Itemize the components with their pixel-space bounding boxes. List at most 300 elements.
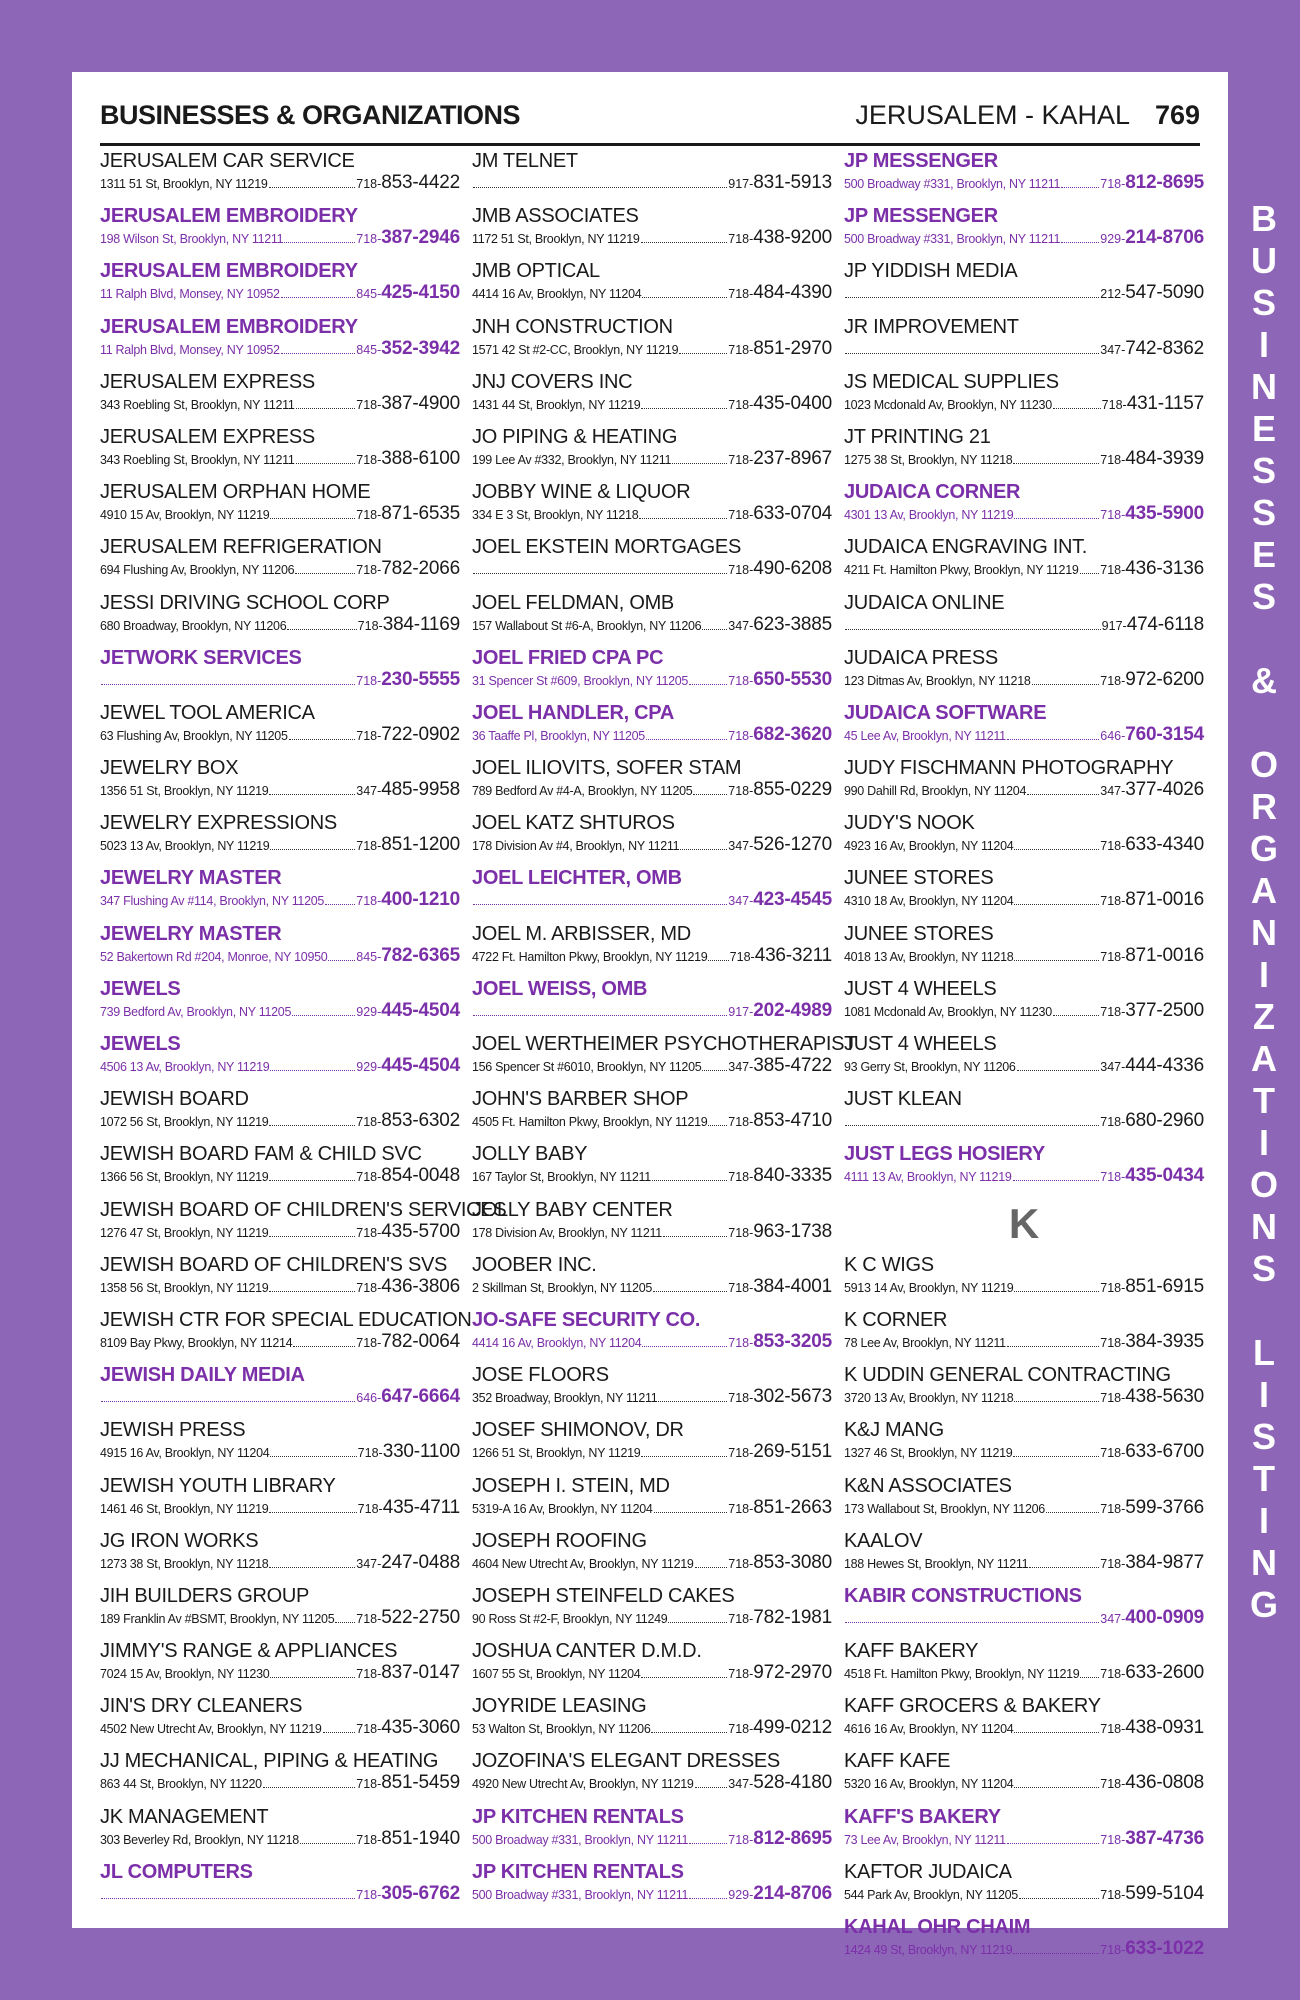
phone-number: 384-4001	[753, 1275, 832, 1297]
phone-number: 230-5555	[381, 668, 460, 690]
phone-number: 202-4989	[753, 999, 832, 1021]
listing-entry	[844, 530, 1204, 585]
business-name: JOLLY BABY	[472, 1143, 588, 1166]
address-phone-line	[472, 394, 832, 415]
area-code: 646-	[1100, 728, 1126, 743]
area-code: 718-	[357, 1501, 383, 1516]
business-name: KAALOV	[844, 1529, 923, 1552]
area-code: 718-	[728, 1446, 754, 1461]
area-code: 718-	[356, 1832, 382, 1847]
dot-leader	[1014, 1732, 1099, 1733]
listing-entry	[472, 586, 832, 641]
business-name: JP KITCHEN RENTALS	[472, 1805, 684, 1828]
address-phone-line	[100, 1442, 460, 1463]
area-code: 718-	[728, 452, 754, 467]
listing-entry	[472, 1524, 832, 1579]
business-name: JEWISH BOARD OF CHILDREN'S SVS	[100, 1253, 448, 1276]
page-number: 769	[1154, 100, 1200, 130]
phone-number: 438-5630	[1125, 1386, 1204, 1408]
phone-number: 851-1200	[381, 834, 460, 856]
dot-leader	[641, 242, 728, 243]
business-address: 4923 16 Av, Brooklyn, NY 11204	[844, 839, 1014, 854]
listing-entry	[472, 1358, 832, 1413]
business-address: 4502 New Utrecht Av, Brooklyn, NY 11219	[100, 1722, 322, 1737]
side-tab-letter: G	[1249, 828, 1278, 869]
listing-entry	[844, 861, 1204, 916]
address-phone-line	[844, 725, 1204, 746]
listing-entry	[472, 1744, 832, 1799]
side-tab-letter: S	[1251, 492, 1276, 533]
listing-entry	[472, 1248, 832, 1303]
business-address: 4920 New Utrecht Av, Brooklyn, NY 11219	[472, 1777, 694, 1792]
dot-leader	[269, 187, 356, 188]
business-name: JIH BUILDERS GROUP	[100, 1584, 310, 1607]
address-phone-line	[844, 1553, 1204, 1574]
area-code: 718-	[728, 1611, 754, 1626]
address-phone-line	[844, 835, 1204, 856]
area-code: 347-	[1100, 1611, 1126, 1626]
business-name: JEWISH PRESS	[100, 1419, 246, 1442]
dot-leader	[1007, 1843, 1099, 1844]
area-code: 718-	[728, 1225, 754, 1240]
dot-leader	[1080, 1677, 1099, 1678]
address-phone-line	[844, 1442, 1204, 1463]
address-phone-line	[844, 1277, 1204, 1298]
dot-leader	[1013, 1953, 1099, 1954]
address-phone-line	[472, 1222, 832, 1243]
dot-leader	[663, 1236, 727, 1237]
address-phone-line	[472, 1111, 832, 1132]
dot-leader	[845, 629, 1101, 630]
phone-number: 760-3154	[1125, 723, 1204, 745]
phone-number: 782-0064	[381, 1330, 460, 1352]
business-name: JJ MECHANICAL, PIPING & HEATING	[100, 1750, 439, 1773]
area-code: 718-	[1100, 1722, 1126, 1737]
phone-number: 682-3620	[753, 723, 832, 745]
phone-number: 782-6365	[381, 944, 460, 966]
area-code: 718-	[1100, 1501, 1126, 1516]
business-address: 2 Skillman St, Brooklyn, NY 11205	[472, 1280, 653, 1295]
listing-entry	[100, 1579, 460, 1634]
dot-leader	[695, 1787, 728, 1788]
business-name: JEWISH CTR FOR SPECIAL EDUCATION	[100, 1308, 472, 1331]
business-address: 544 Park Av, Brooklyn, NY 11205	[844, 1887, 1018, 1902]
phone-number: 633-0704	[753, 503, 832, 525]
address-phone-line	[844, 1939, 1204, 1960]
phone-number: 431-1157	[1126, 392, 1204, 414]
phone-number: 214-8706	[753, 1882, 832, 1904]
area-code: 347-	[1100, 784, 1126, 799]
phone-number: 871-0016	[1125, 889, 1204, 911]
area-code: 718-	[728, 342, 754, 357]
business-name: KAFF'S BAKERY	[844, 1805, 1001, 1828]
dot-leader	[693, 794, 727, 795]
business-name: JOOBER INC.	[472, 1253, 597, 1276]
listing-entry	[100, 1524, 460, 1579]
address-phone-line	[100, 1111, 460, 1132]
area-code: 718-	[356, 563, 382, 578]
business-address: 4604 New Utrecht Av, Brooklyn, NY 11219	[472, 1556, 694, 1571]
listing-column-1	[100, 144, 507, 1910]
phone-number: 388-6100	[381, 447, 460, 469]
listing-entry	[100, 641, 460, 696]
listing-entry	[472, 144, 832, 199]
business-name: KAFF GROCERS & BAKERY	[844, 1695, 1101, 1718]
phone-number: 837-0147	[381, 1662, 460, 1684]
area-code: 718-	[728, 1501, 754, 1516]
business-address: 156 Spencer St #6010, Brooklyn, NY 11205	[472, 1060, 702, 1074]
side-tab-letter: S	[1251, 1248, 1276, 1289]
business-address: 4518 Ft. Hamilton Pkwy, Brooklyn, NY 11219	[844, 1667, 1080, 1682]
listing-entry	[472, 696, 832, 751]
business-address: 167 Taylor St, Brooklyn, NY 11211	[472, 1170, 651, 1185]
dot-leader	[845, 1622, 1099, 1623]
dot-leader	[270, 849, 355, 850]
listing-entry	[844, 1800, 1204, 1855]
business-name: JP YIDDISH MEDIA	[844, 260, 1018, 283]
listing-entry	[844, 1248, 1204, 1303]
address-phone-line	[100, 890, 460, 911]
business-name: JOLLY BABY CENTER	[472, 1198, 673, 1221]
area-code: 929-	[1100, 232, 1126, 247]
area-code: 718-	[728, 1832, 754, 1847]
address-phone-line	[844, 1773, 1204, 1794]
business-name: JMB ASSOCIATES	[472, 205, 639, 228]
address-phone-line	[100, 725, 460, 746]
area-code: 718-	[1100, 1335, 1126, 1350]
business-name: KAFF BAKERY	[844, 1640, 979, 1663]
area-code: 917-	[1101, 618, 1127, 633]
side-tab-letter: N	[1251, 1542, 1277, 1583]
dot-leader	[845, 353, 1099, 354]
address-phone-line	[472, 559, 832, 580]
business-address: 73 Lee Av, Brooklyn, NY 11211	[844, 1832, 1006, 1847]
address-phone-line	[472, 1829, 832, 1850]
business-name: JOBBY WINE & LIQUOR	[472, 481, 691, 504]
dot-leader	[289, 739, 356, 740]
business-name: JG IRON WORKS	[100, 1529, 259, 1552]
side-tab-letter	[1228, 618, 1300, 660]
side-tab-letter: O	[1249, 1164, 1278, 1205]
listing-entry	[844, 144, 1204, 199]
side-tab-letter: Z	[1253, 996, 1275, 1037]
business-name: JOEL ILIOVITS, SOFER STAM	[472, 757, 742, 780]
dot-leader	[101, 684, 355, 685]
business-name: KAFTOR JUDAICA	[844, 1860, 1012, 1883]
listing-entry	[472, 1579, 832, 1634]
business-address: 5913 14 Av, Brooklyn, NY 11219	[844, 1280, 1014, 1295]
business-name: JOEL M. ARBISSER, MD	[472, 922, 691, 945]
listing-entry	[472, 1303, 832, 1358]
business-address: 4616 16 Av, Brooklyn, NY 11204	[844, 1722, 1014, 1737]
area-code: 718-	[728, 1335, 754, 1350]
business-name: JOEL HANDLER, CPA	[472, 701, 674, 724]
listing-entry	[844, 254, 1204, 309]
dot-leader	[1014, 849, 1099, 850]
area-code: 646-	[356, 1391, 382, 1406]
area-code: 718-	[728, 1170, 754, 1185]
side-tab-letter: R	[1251, 786, 1277, 827]
address-phone-line	[100, 670, 460, 691]
area-code: 718-	[1100, 1446, 1126, 1461]
phone-number: 522-2750	[381, 1606, 460, 1628]
listing-column-2	[472, 144, 857, 1910]
phone-number: 963-1738	[753, 1220, 832, 1242]
business-name: K&N ASSOCIATES	[844, 1474, 1012, 1497]
address-phone-line	[844, 283, 1204, 304]
dot-leader	[672, 463, 727, 464]
business-name: JUNEE STORES	[844, 922, 994, 945]
phone-number: 485-9958	[381, 779, 460, 801]
phone-number: 623-3885	[753, 613, 832, 635]
dot-leader	[1061, 242, 1099, 243]
address-phone-line	[100, 1277, 460, 1298]
business-address: 4301 13 Av, Brooklyn, NY 11219	[844, 508, 1014, 523]
side-tab-label	[1228, 198, 1300, 1798]
business-name: JO-SAFE SECURITY CO.	[472, 1308, 701, 1331]
business-address: 188 Hewes St, Brooklyn, NY 11211	[844, 1556, 1029, 1571]
business-address: 45 Lee Av, Brooklyn, NY 11211	[844, 728, 1006, 743]
phone-number: 526-1270	[753, 834, 832, 856]
dot-leader	[269, 794, 355, 795]
address-phone-line	[472, 1663, 832, 1684]
business-address: 1311 51 St, Brooklyn, NY 11219	[100, 177, 268, 191]
phone-number: 831-5913	[753, 172, 832, 193]
business-address: 4506 13 Av, Brooklyn, NY 11219	[100, 1060, 270, 1074]
listing-entry	[472, 1800, 832, 1855]
area-code: 347-	[728, 894, 754, 909]
business-address: 1081 Mcdonald Av, Brooklyn, NY 11230	[844, 1004, 1052, 1019]
address-phone-line	[472, 1332, 832, 1353]
phone-number: 490-6208	[753, 558, 832, 580]
listing-entry	[100, 1082, 460, 1137]
area-code: 718-	[356, 177, 382, 191]
business-address: 303 Beverley Rd, Brooklyn, NY 11218	[100, 1832, 299, 1847]
dot-leader	[269, 1291, 355, 1292]
listing-entry	[100, 1137, 460, 1192]
listing-entry	[472, 1137, 832, 1192]
address-phone-line	[100, 1553, 460, 1574]
area-code: 718-	[728, 673, 754, 688]
business-address: 7024 15 Av, Brooklyn, NY 11230	[100, 1667, 270, 1682]
phone-number: 435-3060	[381, 1717, 460, 1739]
area-code: 212-	[1100, 287, 1126, 302]
business-address: 1358 56 St, Brooklyn, NY 11219	[100, 1280, 269, 1295]
side-tab-letter: L	[1253, 1332, 1275, 1373]
business-address: 1431 44 St, Brooklyn, NY 11219	[472, 397, 641, 412]
phone-number: 851-2663	[753, 1496, 832, 1518]
dot-leader	[1046, 1512, 1099, 1513]
side-tab-letter: A	[1251, 870, 1277, 911]
business-address: 4018 13 Av, Brooklyn, NY 11218	[844, 949, 1014, 964]
business-name: JUDAICA SOFTWARE	[844, 701, 1047, 724]
listing-entry	[100, 586, 460, 641]
area-code: 718-	[1100, 894, 1126, 909]
business-name: KAFF KAFE	[844, 1750, 951, 1773]
address-phone-line	[100, 1001, 460, 1022]
area-code: 718-	[356, 1777, 382, 1792]
dot-leader	[281, 353, 356, 354]
business-address: 694 Flushing Av, Brooklyn, NY 11206	[100, 563, 295, 578]
area-code: 718-	[728, 1722, 754, 1737]
address-phone-line	[472, 1718, 832, 1739]
address-phone-line	[472, 1277, 832, 1298]
phone-number: 854-0048	[381, 1165, 460, 1187]
listing-entry	[472, 310, 832, 365]
listing-entry	[472, 199, 832, 254]
phone-number: 352-3942	[381, 337, 460, 359]
business-name: JEWISH YOUTH LIBRARY	[100, 1474, 336, 1497]
dot-leader	[1007, 739, 1099, 740]
listing-entry	[844, 475, 1204, 530]
listing-entry	[100, 1855, 460, 1910]
area-code: 718-	[356, 1887, 382, 1902]
phone-number: 444-4336	[1125, 1055, 1204, 1076]
listing-column-3	[844, 144, 1204, 1965]
area-code: 718-	[1100, 1556, 1126, 1571]
listing-entry	[472, 1193, 832, 1248]
address-phone-line	[844, 1718, 1204, 1739]
business-name: JT PRINTING 21	[844, 425, 991, 448]
business-name: KABIR CONSTRUCTIONS	[844, 1584, 1082, 1607]
listing-entry	[844, 420, 1204, 475]
business-address: 500 Broadway #331, Brooklyn, NY 11211	[472, 1887, 689, 1902]
area-code: 718-	[728, 1115, 754, 1130]
address-phone-line	[472, 504, 832, 525]
business-name: JM TELNET	[472, 150, 578, 172]
listing-entry	[472, 420, 832, 475]
phone-number: 384-3935	[1125, 1330, 1204, 1352]
phone-number: 305-6762	[381, 1882, 460, 1904]
phone-number: 302-5673	[753, 1386, 832, 1408]
business-address: 4915 16 Av, Brooklyn, NY 11204	[100, 1446, 270, 1461]
business-name: JOYRIDE LEASING	[472, 1695, 647, 1718]
area-code: 718-	[356, 1115, 382, 1130]
dot-leader	[281, 297, 356, 298]
listing-entry	[844, 751, 1204, 806]
listing-entry	[100, 1303, 472, 1358]
area-code: 718-	[728, 1280, 754, 1295]
address-phone-line	[100, 1773, 460, 1794]
area-code: 718-	[1100, 452, 1126, 467]
business-name: JP MESSENGER	[844, 205, 998, 228]
business-name: JUDAICA PRESS	[844, 646, 998, 669]
dot-leader	[680, 849, 727, 850]
address-phone-line	[844, 173, 1204, 194]
business-address: 53 Walton St, Brooklyn, NY 11206	[472, 1722, 651, 1737]
area-code: 718-	[1100, 1115, 1126, 1130]
business-address: 178 Division Av, Brooklyn, NY 11211	[472, 1225, 662, 1240]
business-name: JK MANAGEMENT	[100, 1805, 269, 1828]
dot-leader	[641, 408, 727, 409]
phone-number: 972-2970	[753, 1662, 832, 1684]
address-phone-line	[472, 1056, 832, 1077]
listing-entry	[100, 1248, 460, 1303]
listing-entry	[100, 144, 460, 199]
area-code: 718-	[1101, 397, 1127, 412]
phone-number: 853-6302	[381, 1110, 460, 1132]
dot-leader	[1017, 1070, 1100, 1071]
dot-leader	[1014, 1787, 1099, 1788]
area-code: 929-	[728, 1887, 754, 1902]
phone-number: 269-5151	[753, 1441, 832, 1463]
address-phone-line	[100, 1222, 460, 1243]
address-phone-line	[100, 1663, 460, 1684]
listing-entry	[100, 254, 460, 309]
dot-leader	[335, 1622, 355, 1623]
side-tab-letter: I	[1258, 324, 1269, 365]
address-phone-line	[844, 559, 1204, 580]
address-phone-line	[844, 1111, 1204, 1132]
address-phone-line	[472, 1884, 832, 1905]
phone-number: 853-4422	[381, 172, 460, 193]
business-name: JOEL LEICHTER, OMB	[472, 867, 682, 890]
dot-leader	[1007, 1346, 1099, 1347]
phone-number: 435-5900	[1125, 503, 1204, 525]
business-address: 1461 46 St, Brooklyn, NY 11219	[100, 1501, 269, 1516]
dot-leader	[323, 1732, 356, 1733]
business-address: 36 Taaffe Pl, Brooklyn, NY 11205	[472, 728, 645, 743]
listing-entry	[100, 861, 460, 916]
business-address: 1366 56 St, Brooklyn, NY 11219	[100, 1170, 269, 1185]
business-address: 1276 47 St, Brooklyn, NY 11219	[100, 1225, 269, 1240]
business-name: JR IMPROVEMENT	[844, 315, 1019, 338]
address-phone-line	[844, 1166, 1204, 1187]
dot-leader	[101, 1898, 355, 1899]
dot-leader	[270, 518, 355, 519]
phone-number: 438-9200	[753, 227, 832, 249]
listing-entry	[472, 1469, 832, 1524]
business-address: 90 Ross St #2-F, Brooklyn, NY 11249	[472, 1611, 668, 1626]
address-phone-line	[100, 1884, 460, 1905]
listing-entry	[844, 806, 1204, 861]
address-phone-line	[844, 1056, 1204, 1077]
dot-leader	[269, 1567, 355, 1568]
phone-number: 647-6664	[381, 1386, 460, 1408]
area-code: 347-	[728, 1777, 754, 1792]
area-code: 718-	[356, 728, 382, 743]
listing-entry	[472, 1689, 832, 1744]
area-code: 347-	[728, 618, 754, 633]
business-address: 5319-A 16 Av, Brooklyn, NY 11204	[472, 1501, 653, 1516]
business-name: JOSEF SHIMONOV, DR	[472, 1419, 684, 1442]
phone-number: 435-5700	[381, 1220, 460, 1242]
business-address: 173 Wallabout St, Brooklyn, NY 11206	[844, 1501, 1045, 1516]
listing-entry	[100, 751, 460, 806]
business-address: 1072 56 St, Brooklyn, NY 11219	[100, 1115, 269, 1130]
phone-number: 484-4390	[753, 282, 832, 304]
business-address: 500 Broadway #331, Brooklyn, NY 11211	[472, 1832, 689, 1847]
business-address: 680 Broadway, Brooklyn, NY 11206	[100, 618, 287, 633]
alphabetic-range: JERUSALEM - KAHAL	[855, 100, 1130, 130]
listing-entry	[100, 1689, 460, 1744]
dot-leader	[1061, 187, 1099, 188]
dot-leader	[653, 1291, 727, 1292]
dot-leader	[652, 1180, 727, 1181]
phone-number: 633-1022	[1125, 1938, 1204, 1959]
dot-leader	[639, 518, 727, 519]
address-phone-line	[472, 173, 832, 194]
phone-number: 384-9877	[1125, 1551, 1204, 1573]
business-name: JOEL WEISS, OMB	[472, 977, 648, 1000]
side-tab-letter: T	[1253, 1080, 1275, 1121]
side-tab-letter: G	[1249, 1584, 1278, 1625]
side-tab-letter: S	[1251, 1416, 1276, 1457]
phone-number: 547-5090	[1125, 282, 1204, 304]
listing-entry	[100, 310, 460, 365]
listing-entry	[844, 1689, 1204, 1744]
address-phone-line	[472, 946, 832, 967]
